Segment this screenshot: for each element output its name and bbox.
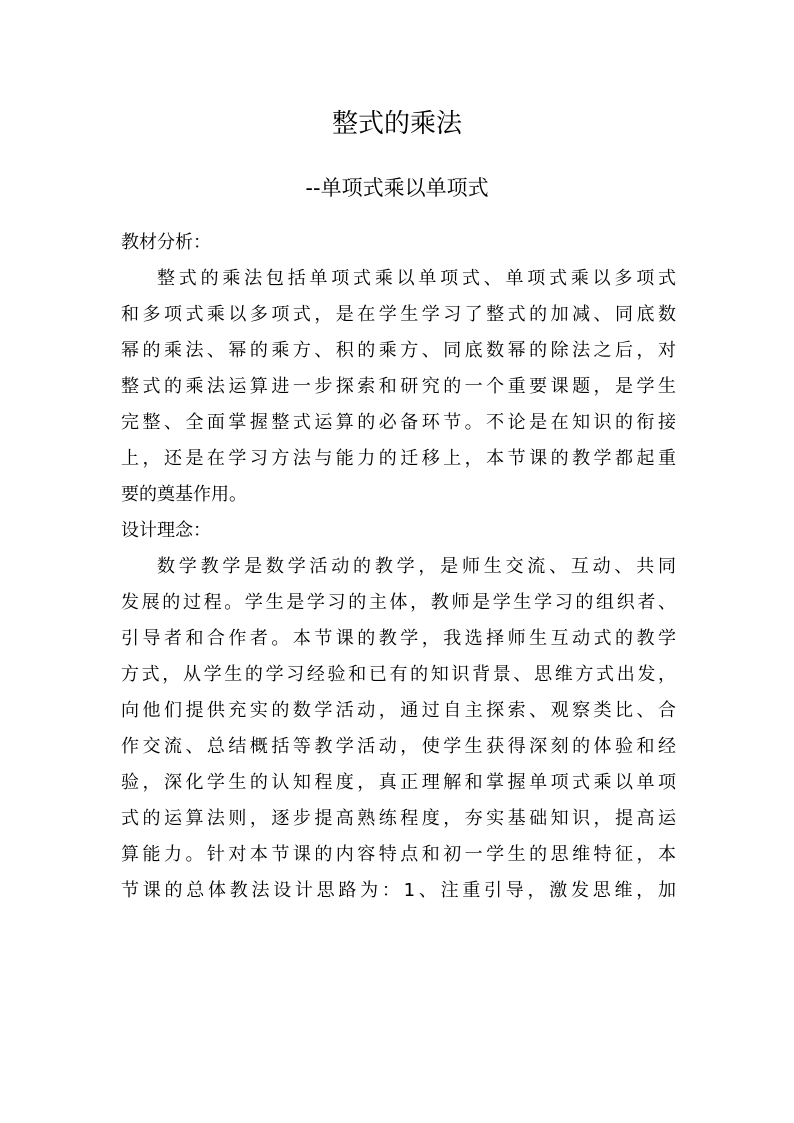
section-heading-design-concept: 设计理念： <box>121 520 211 541</box>
paragraph-line: 和多项式乘以多项式，是在学生学习了整式的加减、同底数 <box>121 304 676 325</box>
paragraph-line: 作交流、总结概括等教学活动，使学生获得深刻的体验和经 <box>121 736 676 757</box>
paragraph-line: 向他们提供充实的数学活动，通过自主探索、观察类比、合 <box>121 700 676 721</box>
paragraph-line: 引导者和合作者。本节课的教学，我选择师生互动式的教学 <box>121 628 676 649</box>
paragraph-line: 算能力。针对本节课的内容特点和初一学生的思维特征，本 <box>121 844 676 865</box>
paragraph-line: 整式的乘法运算进一步探索和研究的一个重要课题，是学生 <box>121 376 676 397</box>
paragraph-line: 上，还是在学习方法与能力的迁移上，本节课的教学都起重 <box>121 448 676 469</box>
document-body <box>121 225 676 909</box>
paragraph-line: 完整、全面掌握整式运算的必备环节。不论是在知识的衔接 <box>121 412 676 433</box>
paragraph-line: 节课的总体教法设计思路为：1、注重引导，激发思维，加 <box>121 880 676 901</box>
paragraph-design-concept <box>121 549 676 909</box>
paragraph-line: 验，深化学生的认知程度，真正理解和掌握单项式乘以单项 <box>121 772 676 793</box>
page-title: 整式的乘法 <box>331 109 462 139</box>
paragraph-line: 方式，从学生的学习经验和已有的知识背景、思维方式出发， <box>121 664 676 685</box>
paragraph-textbook-analysis <box>121 261 676 513</box>
paragraph-line: 要的奠基作用。 <box>121 484 247 505</box>
paragraph-line: 整式的乘法包括单项式乘以单项式、单项式乘以多项式 <box>157 268 676 289</box>
paragraph-line: 幂的乘法、幂的乘方、积的乘方、同底数幂的除法之后，对 <box>121 340 676 361</box>
paragraph-line: 式的运算法则，逐步提高熟练程度，夯实基础知识，提高运 <box>121 808 676 829</box>
page-subtitle: --单项式乘以单项式 <box>305 176 489 200</box>
paragraph-line: 数学教学是数学活动的教学，是师生交流、互动、共同 <box>157 556 676 577</box>
section-heading-textbook-analysis: 教材分析： <box>121 232 211 253</box>
paragraph-line: 发展的过程。学生是学习的主体，教师是学生学习的组织者、 <box>121 592 676 613</box>
